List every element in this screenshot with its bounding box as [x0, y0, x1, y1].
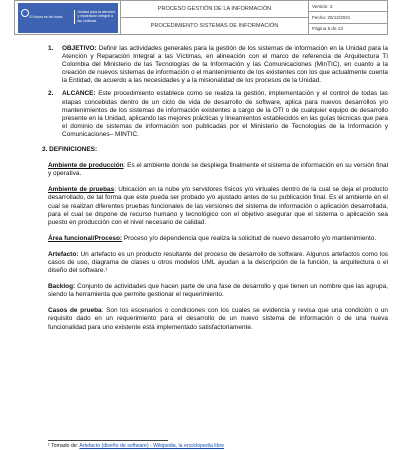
definition-text: Proceso y/o dependencia que realiza la solicitud de nuevo desarrollo y/o mantenimiento. — [122, 234, 377, 242]
document-body — [42, 45, 389, 340]
page-label: Página 5 de 13 — [309, 23, 387, 34]
section-objetivo — [48, 45, 388, 85]
definition-text: : Ubicación en la nube y/o servidores físicos y/o virtuales dentro de la cual se deja el producto desarrollado, de tal forma que este pueda ser probado y/o ajustado antes de su publicación final. Es el ambiente en el cual se realizan diferentes pruebas funcionales de las versiones del sistema de información o aplicación desarrollada, para el cual se dispone de recurso humano y tecnológico con el objetivo asegurar que el sistema o aplicación sea puesto en producción con el nivel necesario de calidad. — [48, 186, 388, 226]
definition-area-funcional — [48, 235, 388, 243]
footnote-separator — [48, 440, 168, 441]
definition-ambiente-produccion — [48, 162, 388, 178]
header-logo-cell — [15, 1, 121, 34]
definition-term: Casos de prueba — [48, 307, 102, 315]
section-label: OBJETIVO: — [62, 45, 97, 52]
definition-text: : Son los escenarios o condiciones con los cuales se evidencia y revisa que una condición o un requisito dado en un requerimiento para el desarrollo de un nuevo sistema de información o de una nueva funcionalidad para uno existente está implementado satisfactoriamente. — [48, 307, 389, 331]
footnote-link[interactable]: Artefacto (diseño de software) - Wikipedia, la enciclopedia libre — [79, 443, 225, 449]
definition-term: Ambiente de pruebas — [48, 186, 115, 194]
procedure-name: PROCEDIMIENTO SISTEMAS DE INFORMACIÓN — [150, 23, 279, 29]
section-text — [62, 90, 388, 139]
definition-ambiente-pruebas — [48, 186, 388, 226]
definition-text: : Es el ambiente donde se despliega finalmente el sistema de información en su versión final y operativa. — [48, 162, 388, 178]
unidad-victimas-logo — [18, 3, 118, 33]
section-text — [62, 45, 388, 85]
document-header — [14, 0, 388, 35]
logo-emblem-icon — [21, 9, 29, 17]
logo-entity-name: Unidad para la atención y reparación integral a las víctimas — [74, 10, 116, 24]
process-name: PROCESO GESTIÓN DE LA INFORMACIÓN — [121, 1, 308, 18]
definition-term: Ambiente de producción — [48, 162, 124, 170]
definition-casos-prueba — [48, 307, 388, 331]
definition-term: Artefacto: — [48, 250, 79, 258]
version-label: Versión: 3 — [312, 3, 333, 9]
section-label: ALCANCE: — [62, 90, 96, 98]
section-number: 1. — [48, 45, 54, 52]
footnote-prefix: ¹ Tomado de: — [48, 443, 80, 449]
definitions-title: 3. DEFINICIONES: — [42, 146, 98, 154]
header-meta-cell — [309, 1, 387, 34]
section-number: 2. — [48, 90, 54, 98]
definition-text: Un artefacto es un producto resultante del proceso de desarrollo de software. Algunos artefactos como los casos de uso, diagrama de clases u otros modelos UML ayudan a la descripción de la función, la arquitectura o el diseño del software.¹ — [48, 250, 388, 275]
section-alcance — [48, 90, 388, 139]
date-label: Fecha: 20/12/2021 — [309, 11, 387, 22]
header-title-cell — [121, 1, 309, 34]
section-body: Definir las actividades generales para la gestión de los sistemas de información en la Unidad para la Atención y Reparación Integral a las Víctimas, en alineación con el marco de referencia de Arquitectura TI Colombia del Ministerio de las Tecnologías de la Información y las Comunicaciones (MinTIC), en cuanto a la creación de nuevos sistemas de información o el mantenimiento de los existentes con los que actualmente cuenta la Entidad, de acuerdo a las necesidades y a la misionalidad de los procesos de la Unidad. — [62, 45, 388, 85]
definition-term: Backlog: — [48, 283, 76, 291]
logo-slogan: El futuro es de todos — [29, 15, 63, 20]
definition-artefacto — [48, 251, 388, 275]
section-body: Este procedimiento establece como se realiza la gestión, implementación y el control de todas las etapas concebidas dentro de un ciclo de vida de desarrollo de software, aplica para nuevos desarrollos y/o mantenimientos de los sistemas de información existentes a cargo de la OTI o de cualquier equipo de desarrollo presente en la Unidad, aplicando las mejores prácticas y lineamientos establecidos en las guías técnicas que para el dominio de sistemas de información son publicadas por el Ministerio de Tecnologías de la Información y Comunicaciones– MINTIC. — [62, 90, 388, 138]
definition-text: Conjunto de actividades que hacen parte de una fase de desarrollo y que tienen un nombre que las agrupa, siendo la herramienta que permite gestionar el requerimiento. — [48, 283, 388, 299]
definition-term: Área funcional/Proceso: — [48, 234, 123, 242]
definition-backlog — [48, 283, 388, 299]
footnote — [48, 443, 224, 449]
